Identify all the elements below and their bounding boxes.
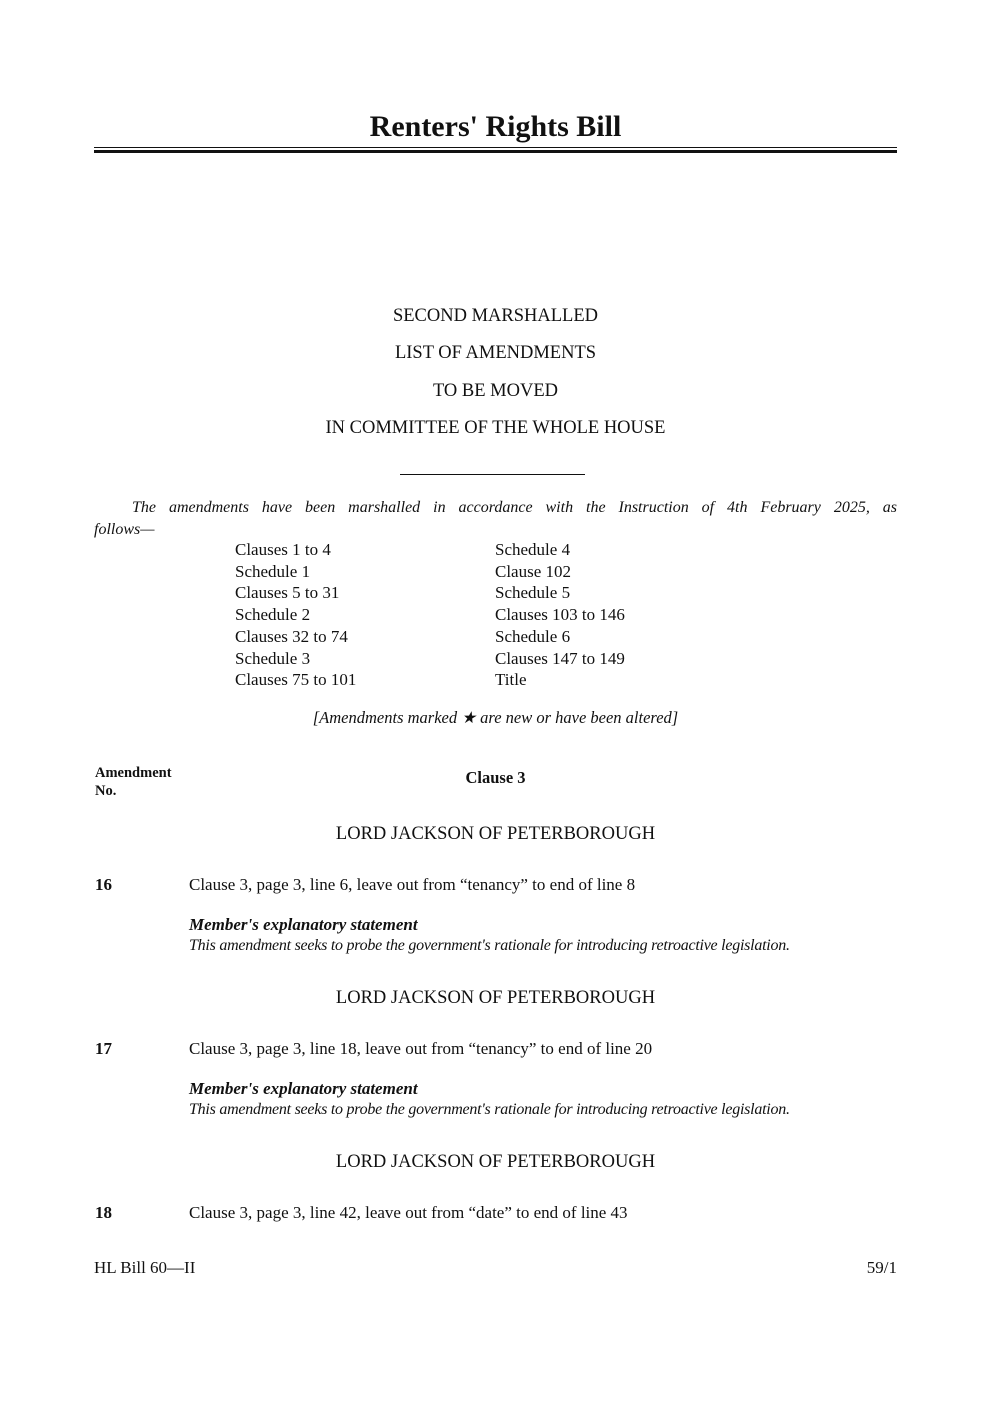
intro-line: The amendments have been marshalled in accordance with the Instruction of 4th February 2025, as <box>132 499 897 516</box>
heading-line: SECOND MARSHALLED <box>392 306 599 326</box>
order-item: Clauses 1 to 4 <box>235 540 331 559</box>
order-item: Clause 102 <box>495 561 572 581</box>
amendment-text: Clause 3, page 3, line 18, leave out from “tenancy” to end of line 20 <box>189 1039 653 1058</box>
intro-text <box>94 497 897 519</box>
order-item: Schedule 6 <box>495 626 571 646</box>
member-name: LORD JACKSON OF PETERBOROUGH <box>335 1152 656 1172</box>
order-item: Schedule 3 <box>235 648 311 668</box>
intro-line: follows— <box>94 521 155 538</box>
order-item: Clauses 103 to 146 <box>495 605 625 625</box>
section-heading: Clause 3 <box>465 768 526 787</box>
statement-heading: Member's explanatory statement <box>189 1079 418 1098</box>
document-title: Renters' Rights Bill <box>369 110 622 143</box>
heading-line: IN COMMITTEE OF THE WHOLE HOUSE <box>325 418 666 438</box>
amendment-number: 18 <box>95 1203 112 1222</box>
order-item: Schedule 2 <box>235 605 311 625</box>
footer-bill-ref: HL Bill 60—II <box>94 1258 196 1277</box>
amendment-no-label: Amendment <box>95 765 172 781</box>
order-item: Schedule 4 <box>495 540 571 559</box>
section-divider <box>400 474 585 475</box>
title-rule-thick <box>94 150 897 153</box>
amendment-text: Clause 3, page 3, line 6, leave out from “tenancy” to end of line 8 <box>189 875 636 894</box>
order-item: Clauses 75 to 101 <box>235 670 357 690</box>
member-name: LORD JACKSON OF PETERBOROUGH <box>335 988 656 1008</box>
statement-heading: Member's explanatory statement <box>189 915 418 934</box>
statement-text: This amendment seeks to probe the government's rationale for introducing retroactive legislation. <box>189 937 790 954</box>
member-name: LORD JACKSON OF PETERBOROUGH <box>335 824 656 844</box>
footer-page-ref: 59/1 <box>866 1258 897 1277</box>
amendment-text: Clause 3, page 3, line 42, leave out from “date” to end of line 43 <box>189 1203 628 1222</box>
order-item: Clauses 5 to 31 <box>235 583 340 603</box>
statement-text: This amendment seeks to probe the government's rationale for introducing retroactive legislation. <box>189 1101 790 1118</box>
order-item: Schedule 5 <box>495 583 571 603</box>
altered-note-text: [Amendments marked ★ are new or have been altered] <box>312 708 679 727</box>
heading-line: TO BE MOVED <box>432 381 559 401</box>
amendment-number: 17 <box>95 1039 112 1058</box>
altered-note <box>0 707 991 729</box>
amendment-number: 16 <box>95 875 112 894</box>
order-item: Clauses 32 to 74 <box>235 626 348 646</box>
title-rule-thin <box>94 147 897 148</box>
amendment-no-label: No. <box>95 783 117 799</box>
order-item: Schedule 1 <box>235 561 311 581</box>
order-item: Title <box>495 670 527 690</box>
heading-line: LIST OF AMENDMENTS <box>394 343 597 363</box>
order-item: Clauses 147 to 149 <box>495 648 625 668</box>
